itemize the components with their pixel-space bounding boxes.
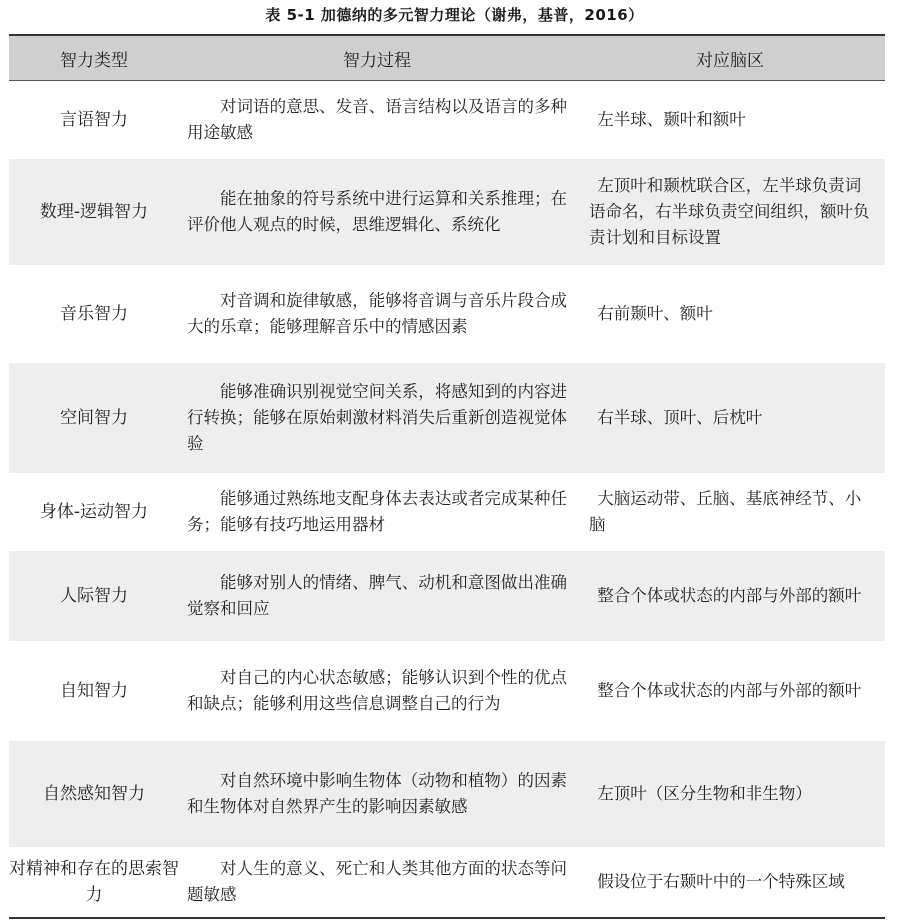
table-row xyxy=(9,265,885,363)
row-process: 对音调和旋律敏感，能够将音调与音乐片段合成大的乐章；能够理解音乐中的情感因素 xyxy=(187,291,567,336)
row-area: 假设位于右颞叶中的一个特殊区域 xyxy=(597,872,845,891)
row-type: 人际智力 xyxy=(60,586,128,606)
header-type: 智力类型 xyxy=(60,50,128,71)
row-area: 整合个体或状态的内部与外部的额叶 xyxy=(597,586,862,605)
row-process: 能够对别人的情绪、脾气、动机和意图做出准确觉察和回应 xyxy=(187,573,567,618)
row-area: 右半球、顶叶、后枕叶 xyxy=(597,408,763,427)
row-area: 整合个体或状态的内部与外部的额叶 xyxy=(597,681,862,700)
table-row xyxy=(9,847,885,917)
intelligence-table xyxy=(9,34,885,919)
row-process: 对词语的意思、发音、语言结构以及语言的多种用途敏感 xyxy=(187,97,567,142)
row-type: 音乐智力 xyxy=(60,304,128,324)
row-area: 大脑运动带、丘脑、基底神经节、小脑 xyxy=(589,489,862,534)
table-bottom-rule xyxy=(9,917,885,919)
row-area: 左顶叶（区分生物和非生物） xyxy=(597,784,812,803)
header-process: 智力过程 xyxy=(343,50,411,71)
table-header-row xyxy=(9,36,885,81)
row-type: 对精神和存在的思索智力 xyxy=(9,859,179,905)
table-row xyxy=(9,81,885,159)
table-caption: 表 5-1 加德纳的多元智力理论（谢弗，基普，2016） xyxy=(265,6,644,24)
table-row xyxy=(9,641,885,741)
row-area: 左顶叶和颞枕联合区，左半球负责词语命名，右半球负责空间组织，额叶负责计划和目标设置 xyxy=(589,176,870,247)
row-process: 对人生的意义、死亡和人类其他方面的状态等问题敏感 xyxy=(187,859,567,904)
row-type: 空间智力 xyxy=(60,408,128,428)
row-area: 左半球、颞叶和额叶 xyxy=(597,110,746,129)
row-process: 对自然环境中影响生物体（动物和植物）的因素和生物体对自然界产生的影响因素敏感 xyxy=(187,771,567,816)
table-row xyxy=(9,741,885,847)
row-process: 对自己的内心状态敏感；能够认识到个性的优点和缺点；能够利用这些信息调整自己的行为 xyxy=(187,668,567,713)
row-process: 能够准确识别视觉空间关系，将感知到的内容进行转换；能够在原始刺激材料消失后重新创造视觉体验 xyxy=(187,382,567,453)
row-process: 能够通过熟练地支配身体去表达或者完成某种任务；能够有技巧地运用器材 xyxy=(187,489,567,534)
table-row xyxy=(9,473,885,551)
row-process: 能在抽象的符号系统中进行运算和关系推理；在评价他人观点的时候，思维逻辑化、系统化 xyxy=(187,189,567,234)
table-row xyxy=(9,551,885,641)
row-type: 身体-运动智力 xyxy=(39,502,149,522)
row-type: 言语智力 xyxy=(60,110,128,130)
row-type: 自然感知智力 xyxy=(43,784,145,804)
header-area: 对应脑区 xyxy=(696,50,764,71)
table-row xyxy=(9,363,885,473)
row-area: 右前颞叶、额叶 xyxy=(597,304,713,323)
row-type: 数理-逻辑智力 xyxy=(39,202,149,222)
table-row xyxy=(9,159,885,265)
row-type: 自知智力 xyxy=(60,681,128,701)
